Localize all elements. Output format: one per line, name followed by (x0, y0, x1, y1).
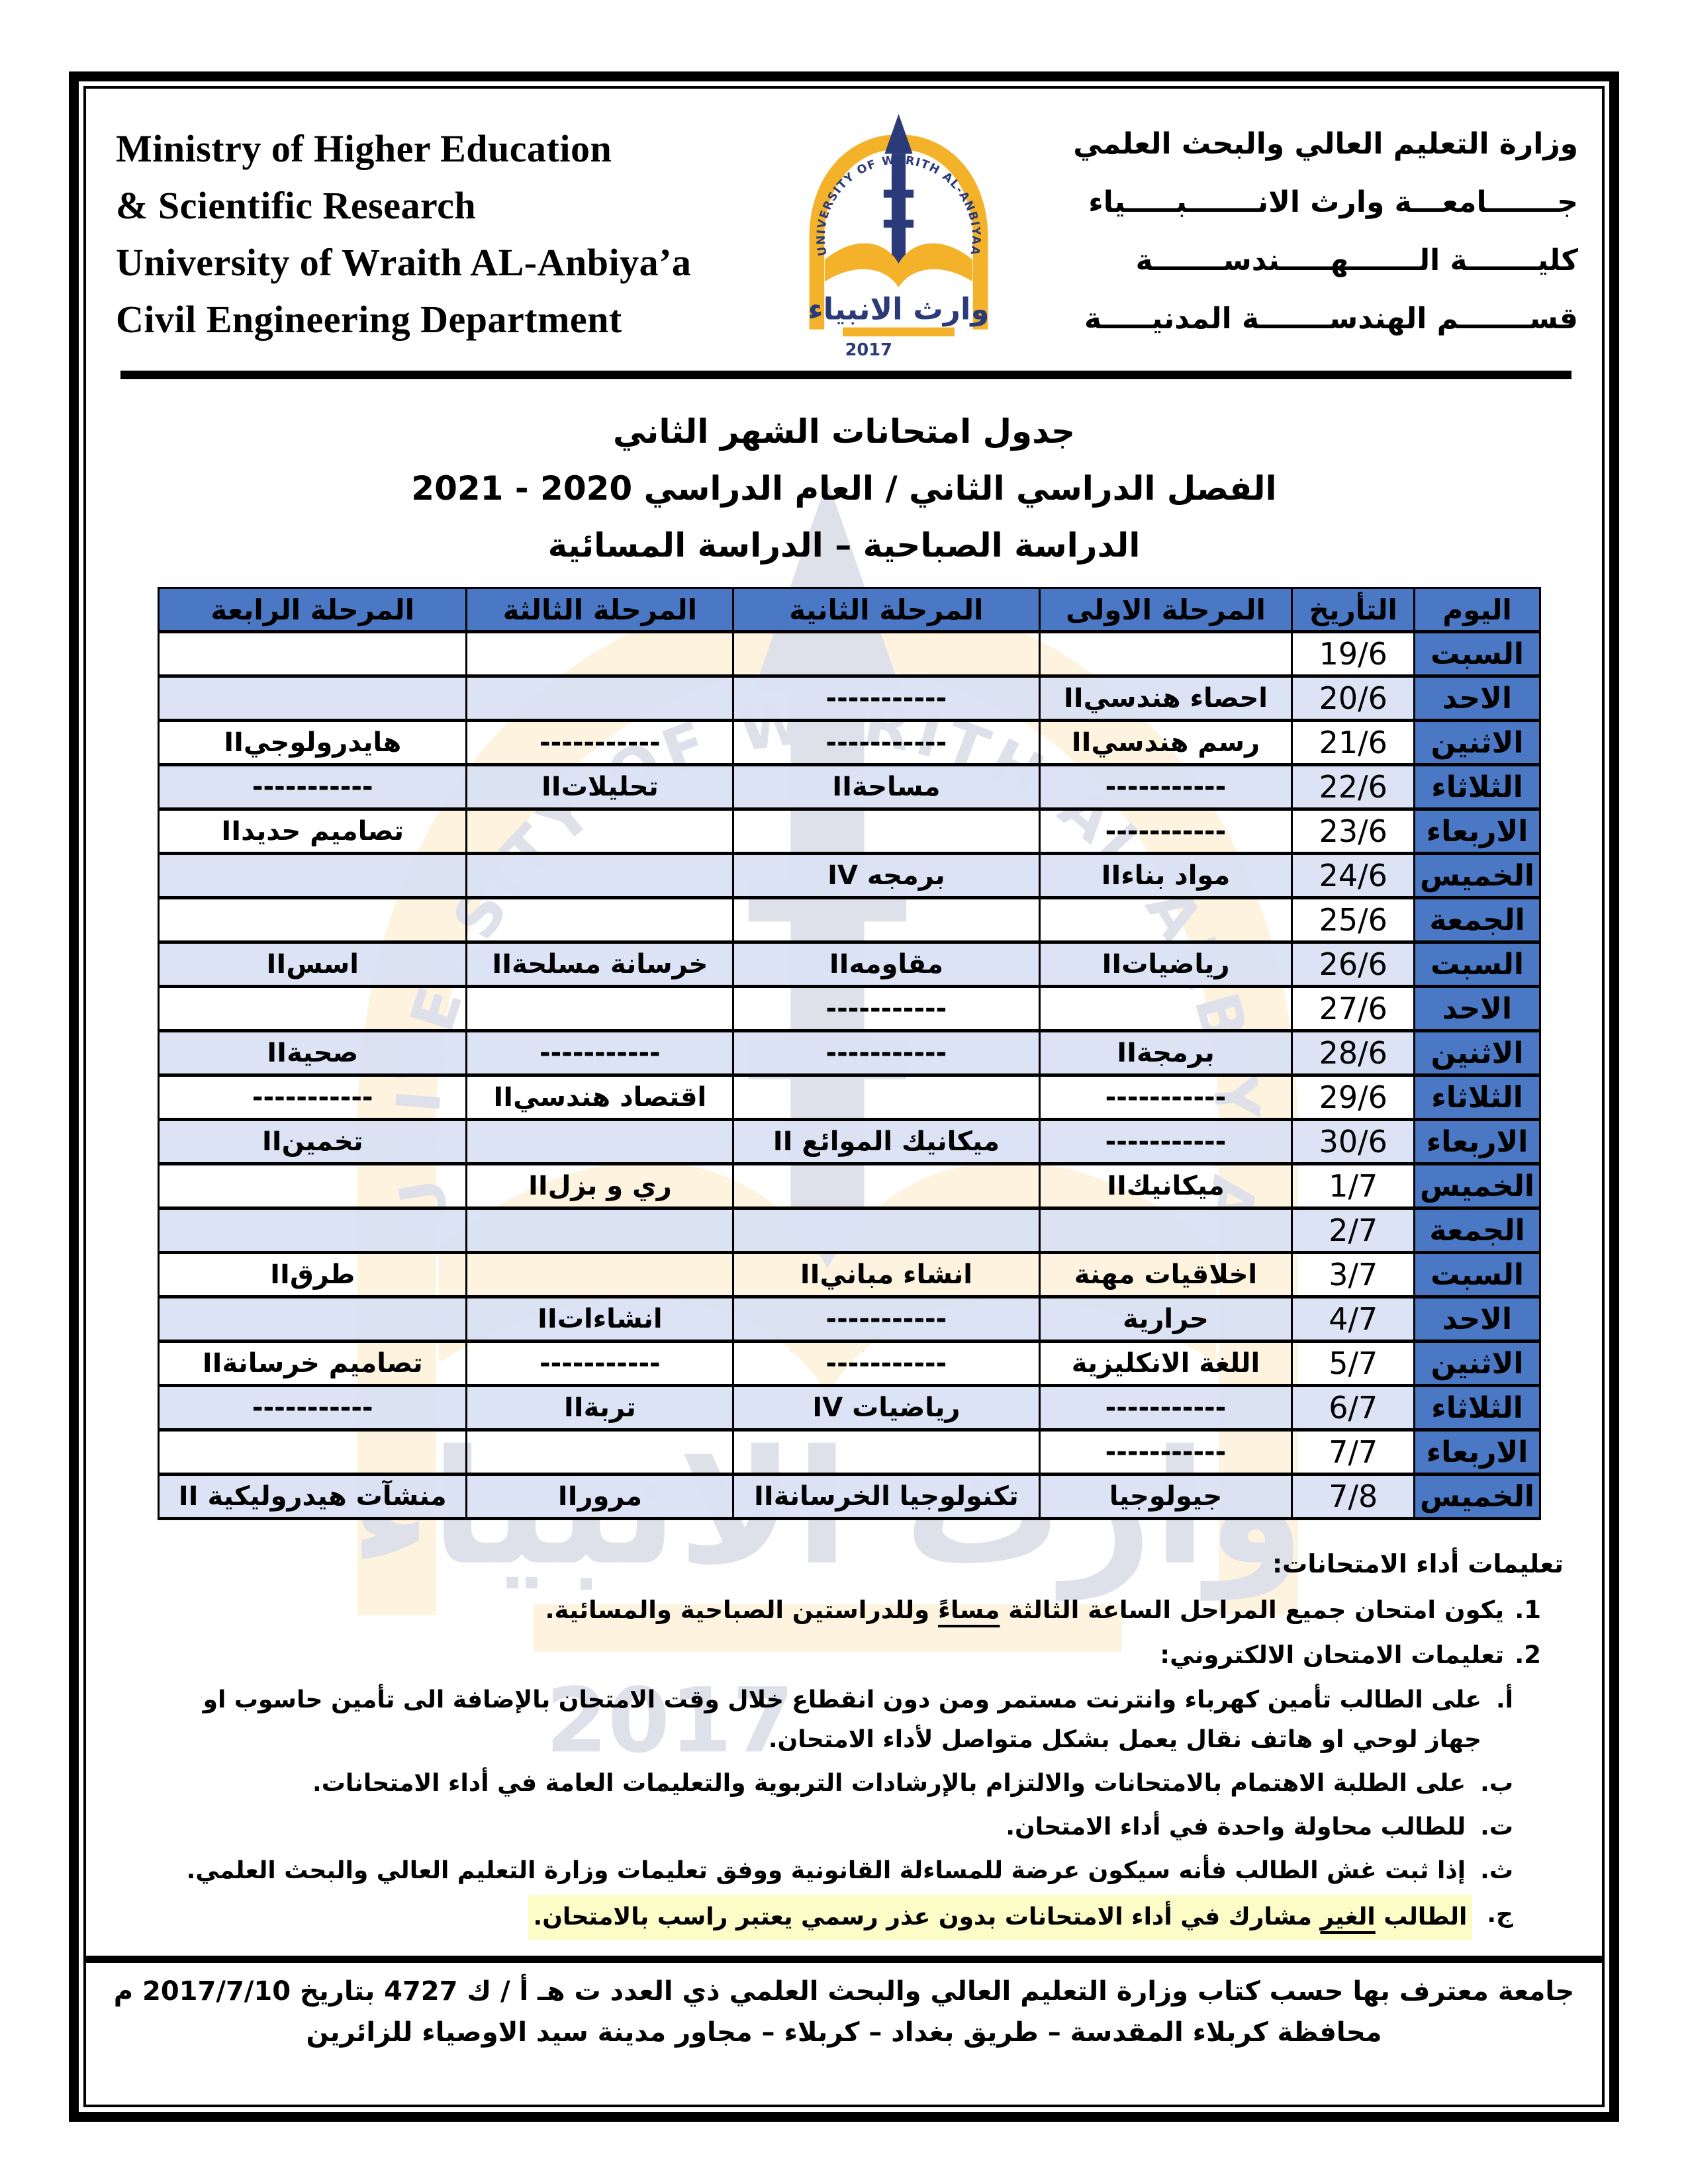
subject-cell: انشاءاتII (467, 1297, 733, 1342)
subitem-letter: ث. (1480, 1857, 1513, 1884)
date-cell: 21/6 (1292, 721, 1415, 765)
table-row (159, 1297, 1540, 1342)
note-subitem (132, 1895, 1513, 1940)
subject-cell (467, 898, 733, 942)
item-text (505, 1590, 1504, 1630)
subject-cell: ----------- (159, 1075, 467, 1120)
subitem-text: على الطلبة الاهتمام بالامتحانات والالتزام بالإرشادات التربوية والتعليمات العامة في أداء الامتحانات. (312, 1770, 1466, 1797)
subject-cell (159, 1297, 467, 1342)
subject-cell: ري و بزلII (467, 1164, 733, 1208)
subject-cell: اللغة الانكليزية (1039, 1342, 1292, 1386)
instruction-item-1 (132, 1590, 1541, 1630)
subject-cell: برمجه IV (733, 854, 1039, 898)
subitem-letter: ت. (1480, 1813, 1513, 1841)
subject-cell: هايدرولوجيII (159, 721, 467, 765)
date-cell: 23/6 (1292, 809, 1415, 854)
subject-cell: تحليلاتII (467, 765, 733, 809)
day-cell: الجمعة (1415, 898, 1540, 942)
subject-cell: تكنولوجيا الخرسانةII (733, 1475, 1039, 1519)
subject-cell (1039, 1208, 1292, 1253)
subject-cell (733, 1208, 1039, 1253)
subject-cell: ----------- (159, 1386, 467, 1430)
subject-cell: احصاء هندسيII (1039, 676, 1292, 721)
exam-schedule-table (158, 587, 1541, 1520)
subject-cell: تربةII (467, 1386, 733, 1430)
day-cell: الاحد (1415, 676, 1540, 721)
subject-cell (159, 1430, 467, 1475)
date-cell: 4/7 (1292, 1297, 1415, 1342)
subject-cell: طرقII (159, 1253, 467, 1297)
subitem-text: الطالب الغير مشارك في أداء الامتحانات بدون عذر رسمي يعتبر راسب بالامتحان. (528, 1895, 1473, 1940)
table-row (159, 1253, 1540, 1297)
subject-cell (733, 1164, 1039, 1208)
instruction-item-2 (132, 1635, 1541, 1675)
letterhead (86, 89, 1602, 361)
subject-cell: ----------- (1039, 1430, 1292, 1475)
date-cell: 2/7 (1292, 1208, 1415, 1253)
subitem-text: إذا ثبت غش الطالب فأنه سيكون عرضة للمساءلة القانونية ووفق تعليمات وزارة التعليم العالي والبحث العلمي. (186, 1857, 1466, 1884)
subject-cell: ----------- (467, 721, 733, 765)
subject-cell (467, 1120, 733, 1164)
subject-cell: ----------- (159, 765, 467, 809)
subject-cell: اقتصاد هندسيII (467, 1075, 733, 1120)
day-cell: الاربعاء (1415, 809, 1540, 854)
note-subitem (132, 1807, 1513, 1847)
subject-cell: برمجةII (1039, 1031, 1292, 1075)
subject-cell (467, 1253, 733, 1297)
subject-cell: تصاميم حديدII (159, 809, 467, 854)
subject-cell: مواد بناءII (1039, 854, 1292, 898)
date-cell: 26/6 (1292, 942, 1415, 987)
table-row (159, 1475, 1540, 1519)
date-cell: 20/6 (1292, 676, 1415, 721)
date-cell: 27/6 (1292, 987, 1415, 1031)
date-cell: 5/7 (1292, 1342, 1415, 1386)
subject-cell (1039, 898, 1292, 942)
subitem-letter: أ. (1495, 1686, 1513, 1713)
table-row (159, 809, 1540, 854)
table-row (159, 1208, 1540, 1253)
table-row (159, 898, 1540, 942)
page-title-block (86, 403, 1602, 574)
subject-cell: ----------- (733, 721, 1039, 765)
footer-divider (86, 1956, 1602, 1963)
table-row (159, 632, 1540, 676)
table-row (159, 1342, 1540, 1386)
note-subitem (132, 1680, 1513, 1760)
day-cell: الاثنين (1415, 1031, 1540, 1075)
item-text-underlined: مساءً (938, 1596, 1000, 1624)
letterhead-ar-line: قســـــــم الهندســـــــة المدنيـــــة (1084, 302, 1578, 336)
table-row (159, 1031, 1540, 1075)
day-cell: الثلاثاء (1415, 1075, 1540, 1120)
subject-cell (467, 987, 733, 1031)
letterhead-english (116, 109, 784, 348)
date-cell: 29/6 (1292, 1075, 1415, 1120)
col-header-date: التأريخ (1292, 588, 1415, 632)
subject-cell (1039, 987, 1292, 1031)
subject-cell (733, 1430, 1039, 1475)
subject-cell (159, 898, 467, 942)
date-cell: 1/7 (1292, 1164, 1415, 1208)
subject-cell (467, 1208, 733, 1253)
col-header-stage2: المرحلة الثانية (733, 588, 1039, 632)
subject-cell (733, 898, 1039, 942)
subject-cell (1039, 632, 1292, 676)
header-divider (120, 371, 1571, 379)
subject-cell (467, 676, 733, 721)
subject-cell: ----------- (1039, 1120, 1292, 1164)
subject-cell (159, 632, 467, 676)
table-row (159, 987, 1540, 1031)
instructions-heading: تعليمات أداء الامتحانات: (1272, 1549, 1564, 1578)
day-cell: الاحد (1415, 987, 1540, 1031)
subject-cell (467, 1430, 733, 1475)
letterhead-en-line: Civil Engineering Department (116, 298, 622, 341)
date-cell: 30/6 (1292, 1120, 1415, 1164)
day-cell: الخميس (1415, 854, 1540, 898)
letterhead-en-line: University of Wraith AL-Anbiya’a (116, 241, 692, 284)
col-header-day: اليوم (1415, 588, 1540, 632)
subject-cell (159, 1164, 467, 1208)
day-cell: السبت (1415, 1253, 1540, 1297)
letterhead-ar-line: كليـــــــة الـــــــهـــــندســـــــة (1135, 244, 1578, 277)
subject-cell: رياضيات IV (733, 1386, 1039, 1430)
subject-cell: ميكانيك الموائع II (733, 1120, 1039, 1164)
day-cell: الاربعاء (1415, 1430, 1540, 1475)
col-header-stage4: المرحلة الرابعة (159, 588, 467, 632)
item-text-pre: يكون امتحان جميع المراحل الساعة الثالثة (1000, 1596, 1505, 1624)
item-text: تعليمات الامتحان الالكتروني: (1160, 1641, 1505, 1669)
document-inner-frame (83, 86, 1605, 2107)
date-cell: 7/7 (1292, 1430, 1415, 1475)
subitem-letter: ب. (1480, 1770, 1513, 1797)
table-row (159, 854, 1540, 898)
letterhead-ar-line: جـــــــامعـــة وارث الانـــــــبـــــياء (1088, 185, 1578, 219)
subject-cell (733, 1075, 1039, 1120)
table-row (159, 676, 1540, 721)
page-title: جدول امتحانات الشهر الثاني (612, 412, 1076, 451)
subject-cell: ----------- (733, 1342, 1039, 1386)
exam-table-body (159, 632, 1540, 1519)
date-cell: 19/6 (1292, 632, 1415, 676)
day-cell: السبت (1415, 942, 1540, 987)
table-row (159, 1120, 1540, 1164)
subject-cell: مساحةII (733, 765, 1039, 809)
footer-block (86, 1971, 1602, 2053)
subitem-text: على الطالب تأمين كهرباء وانترنت مستمر ومن دون انقطاع خلال وقت الامتحان بالإضافة الى تأمين حاسوب او جهاز لوحي او هاتف نقال يعمل بشكل متواصل لأداء الامتحان. (203, 1686, 1481, 1753)
col-header-stage1: المرحلة الاولى (1039, 588, 1292, 632)
subject-cell: اسسII (159, 942, 467, 987)
exam-instructions (132, 1549, 1574, 1940)
note-subitem (132, 1764, 1513, 1803)
subject-cell: ----------- (1039, 809, 1292, 854)
day-cell: الاربعاء (1415, 1120, 1540, 1164)
page-subtitle-semester: الفصل الدراسي الثاني / العام الدراسي 2020 - 2021 (411, 469, 1277, 508)
letterhead-ar-line: وزارة التعليم العالي والبحث العلمي (1073, 127, 1578, 161)
subject-cell (159, 854, 467, 898)
day-cell: السبت (1415, 632, 1540, 676)
table-row (159, 1430, 1540, 1475)
subject-cell: رسم هندسيII (1039, 721, 1292, 765)
date-cell: 24/6 (1292, 854, 1415, 898)
subject-cell (159, 1208, 467, 1253)
date-cell: 3/7 (1292, 1253, 1415, 1297)
day-cell: الاثنين (1415, 721, 1540, 765)
date-cell: 6/7 (1292, 1386, 1415, 1430)
subject-cell: انشاء مبانيII (733, 1253, 1039, 1297)
subject-cell (467, 632, 733, 676)
subject-cell (467, 809, 733, 854)
table-row (159, 721, 1540, 765)
subject-cell: حرارية (1039, 1297, 1292, 1342)
note-subitem (132, 1851, 1513, 1891)
table-row (159, 765, 1540, 809)
day-cell: الخميس (1415, 1475, 1540, 1519)
subject-cell: ----------- (467, 1342, 733, 1386)
footer-accreditation-line: جامعة معترف بها حسب كتاب وزارة التعليم العالي والبحث العلمي ذي العدد ت هـ أ / ك 4727 بتاريخ 2017/7/10 م (113, 1976, 1575, 2007)
subject-cell: ----------- (733, 987, 1039, 1031)
university-logo (784, 110, 1013, 361)
letterhead-arabic (1013, 109, 1582, 348)
letterhead-en-line: & Scientific Research (116, 184, 477, 227)
subitem-letter: ج. (1487, 1901, 1513, 1928)
subject-cell: ----------- (1039, 1386, 1292, 1430)
date-cell: 22/6 (1292, 765, 1415, 809)
subject-cell: ----------- (733, 1297, 1039, 1342)
footer-address-line: محافظة كربلاء المقدسة – طريق بغداد – كربلاء – مجاور مدينة سيد الاوصياء للزائرين (306, 2017, 1382, 2048)
note-subitems (132, 1680, 1574, 1940)
subject-cell: تصاميم خرسانةII (159, 1342, 467, 1386)
table-header-row (159, 588, 1540, 632)
subject-cell (733, 632, 1039, 676)
subject-cell: جيولوجيا (1039, 1475, 1292, 1519)
subject-cell: مرورII (467, 1475, 733, 1519)
subject-cell: ----------- (1039, 1075, 1292, 1120)
day-cell: الثلاثاء (1415, 1386, 1540, 1430)
day-cell: الجمعة (1415, 1208, 1540, 1253)
date-cell: 28/6 (1292, 1031, 1415, 1075)
table-row (159, 1386, 1540, 1430)
table-row (159, 1164, 1540, 1208)
subject-cell (159, 987, 467, 1031)
subject-cell: صحيةII (159, 1031, 467, 1075)
subject-cell: مقاومهII (733, 942, 1039, 987)
subject-cell (159, 676, 467, 721)
subject-cell: ----------- (1039, 765, 1292, 809)
table-row (159, 942, 1540, 987)
subject-cell (467, 854, 733, 898)
page-subtitle-study: الدراسة الصباحية – الدراسة المسائية (547, 526, 1141, 565)
subject-cell: ----------- (733, 1031, 1039, 1075)
subject-cell: ----------- (467, 1031, 733, 1075)
col-header-stage3: المرحلة الثالثة (467, 588, 733, 632)
item-number: 1. (1515, 1596, 1541, 1624)
day-cell: الاثنين (1415, 1342, 1540, 1386)
day-cell: الاحد (1415, 1297, 1540, 1342)
subject-cell: اخلاقيات مهنة (1039, 1253, 1292, 1297)
subject-cell: ----------- (733, 676, 1039, 721)
subject-cell: رياضياتII (1039, 942, 1292, 987)
subitem-text: للطالب محاولة واحدة في أداء الامتحان. (1006, 1813, 1466, 1841)
subject-cell: خرسانة مسلحةII (467, 942, 733, 987)
subject-cell: منشآت هيدروليكية II (159, 1475, 467, 1519)
item-text-post: وللدراستين الصباحية والمسائية. (545, 1596, 939, 1624)
date-cell: 7/8 (1292, 1475, 1415, 1519)
date-cell: 25/6 (1292, 898, 1415, 942)
document-sheet (69, 71, 1619, 2122)
letterhead-en-line: Ministry of Higher Education (116, 127, 612, 170)
table-row (159, 1075, 1540, 1120)
subject-cell (733, 809, 1039, 854)
subject-cell: تخمينII (159, 1120, 467, 1164)
item-number: 2. (1515, 1641, 1541, 1669)
subject-cell: ميكانيكII (1039, 1164, 1292, 1208)
day-cell: الخميس (1415, 1164, 1540, 1208)
document-content (86, 89, 1602, 2105)
day-cell: الثلاثاء (1415, 765, 1540, 809)
